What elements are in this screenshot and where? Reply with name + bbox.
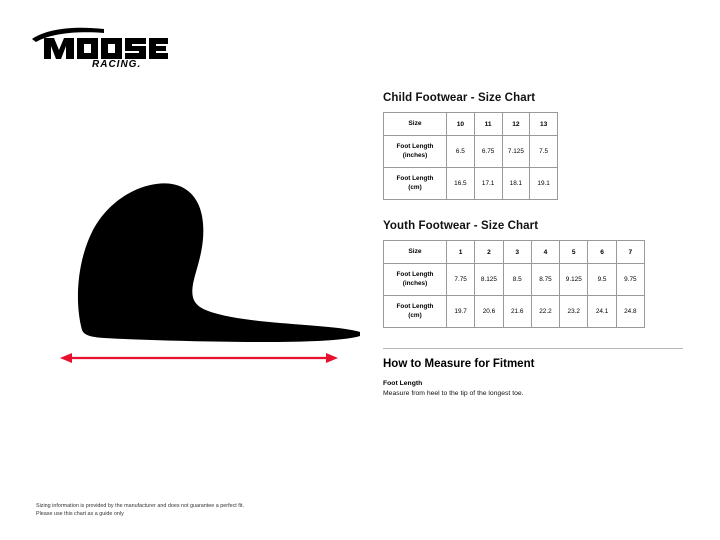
foot-illustration [30,150,360,380]
label-line-2: (inches) [402,151,428,159]
child-size-cell: 13 [530,113,558,136]
youth-inches-cell: 8.125 [475,264,503,296]
child-size-table [383,112,558,200]
section-divider [383,348,683,349]
youth-cm-cell: 24.1 [588,296,616,328]
youth-cm-cell: 22.2 [531,296,559,328]
child-inches-row-label [384,136,447,168]
table-row [384,113,558,136]
child-size-cell: 12 [502,113,530,136]
measurement-arrow-icon [60,353,338,363]
footer-line-1: Sizing information is provided by the manufacturer and does not guarantee a perfect fit. [36,502,244,509]
howto-subtitle: Foot Length [383,380,423,387]
youth-inches-row-label [384,264,447,296]
label-line-2: (cm) [408,183,422,191]
youth-inches-cell: 9.125 [560,264,588,296]
foot-side-profile-icon [30,150,360,380]
table-row [384,264,645,296]
youth-size-cell: 4 [531,241,559,264]
table-row [384,136,558,168]
child-cm-cell: 19.1 [530,168,558,200]
footer-line-2: Please use this chart as a guide only [36,510,124,517]
child-cm-cell: 16.5 [447,168,475,200]
youth-size-cell: 6 [588,241,616,264]
child-size-cell: 10 [447,113,475,136]
label-line-1: Foot Length [396,174,434,182]
child-inches-cell: 6.75 [474,136,502,168]
youth-inches-cell: 7.75 [447,264,475,296]
child-size-cell: 11 [474,113,502,136]
label-line-1: Foot Length [396,302,434,310]
youth-inches-cell: 8.5 [503,264,531,296]
howto-text: Measure from heel to the tip of the longest toe. [383,390,524,397]
svg-text:RACING.: RACING. [92,59,142,70]
child-inches-cell: 7.125 [502,136,530,168]
youth-size-cell: 3 [503,241,531,264]
table-row [384,168,558,200]
youth-inches-cell: 9.75 [616,264,644,296]
child-cm-cell: 18.1 [502,168,530,200]
youth-cm-cell: 21.6 [503,296,531,328]
child-size-row-label: Size [384,113,447,136]
youth-cm-cell: 23.2 [560,296,588,328]
child-cm-cell: 17.1 [474,168,502,200]
child-inches-cell: 6.5 [447,136,475,168]
size-chart-content [383,92,683,397]
youth-size-cell: 7 [616,241,644,264]
youth-cm-row-label [384,296,447,328]
youth-size-cell: 1 [447,241,475,264]
youth-cm-cell: 24.8 [616,296,644,328]
child-cm-row-label [384,168,447,200]
howto-title: How to Measure for Fitment [383,358,535,370]
table-row [384,241,645,264]
youth-cm-cell: 20.6 [475,296,503,328]
label-line-2: (inches) [402,279,428,287]
youth-size-cell: 5 [560,241,588,264]
youth-inches-cell: 8.75 [531,264,559,296]
moose-racing-logo-icon [30,26,170,70]
child-chart-title: Child Footwear - Size Chart [383,92,536,104]
youth-cm-cell: 19.7 [447,296,475,328]
youth-size-table [383,240,645,328]
youth-chart-title: Youth Footwear - Size Chart [383,220,539,232]
label-line-1: Foot Length [396,270,434,278]
youth-inches-cell: 9.5 [588,264,616,296]
brand-logo [30,26,170,70]
label-line-1: Foot Length [396,142,434,150]
label-line-2: (cm) [408,311,422,319]
table-row [384,296,645,328]
youth-size-cell: 2 [475,241,503,264]
youth-size-row-label: Size [384,241,447,264]
footer-disclaimer [36,502,436,518]
child-inches-cell: 7.5 [530,136,558,168]
